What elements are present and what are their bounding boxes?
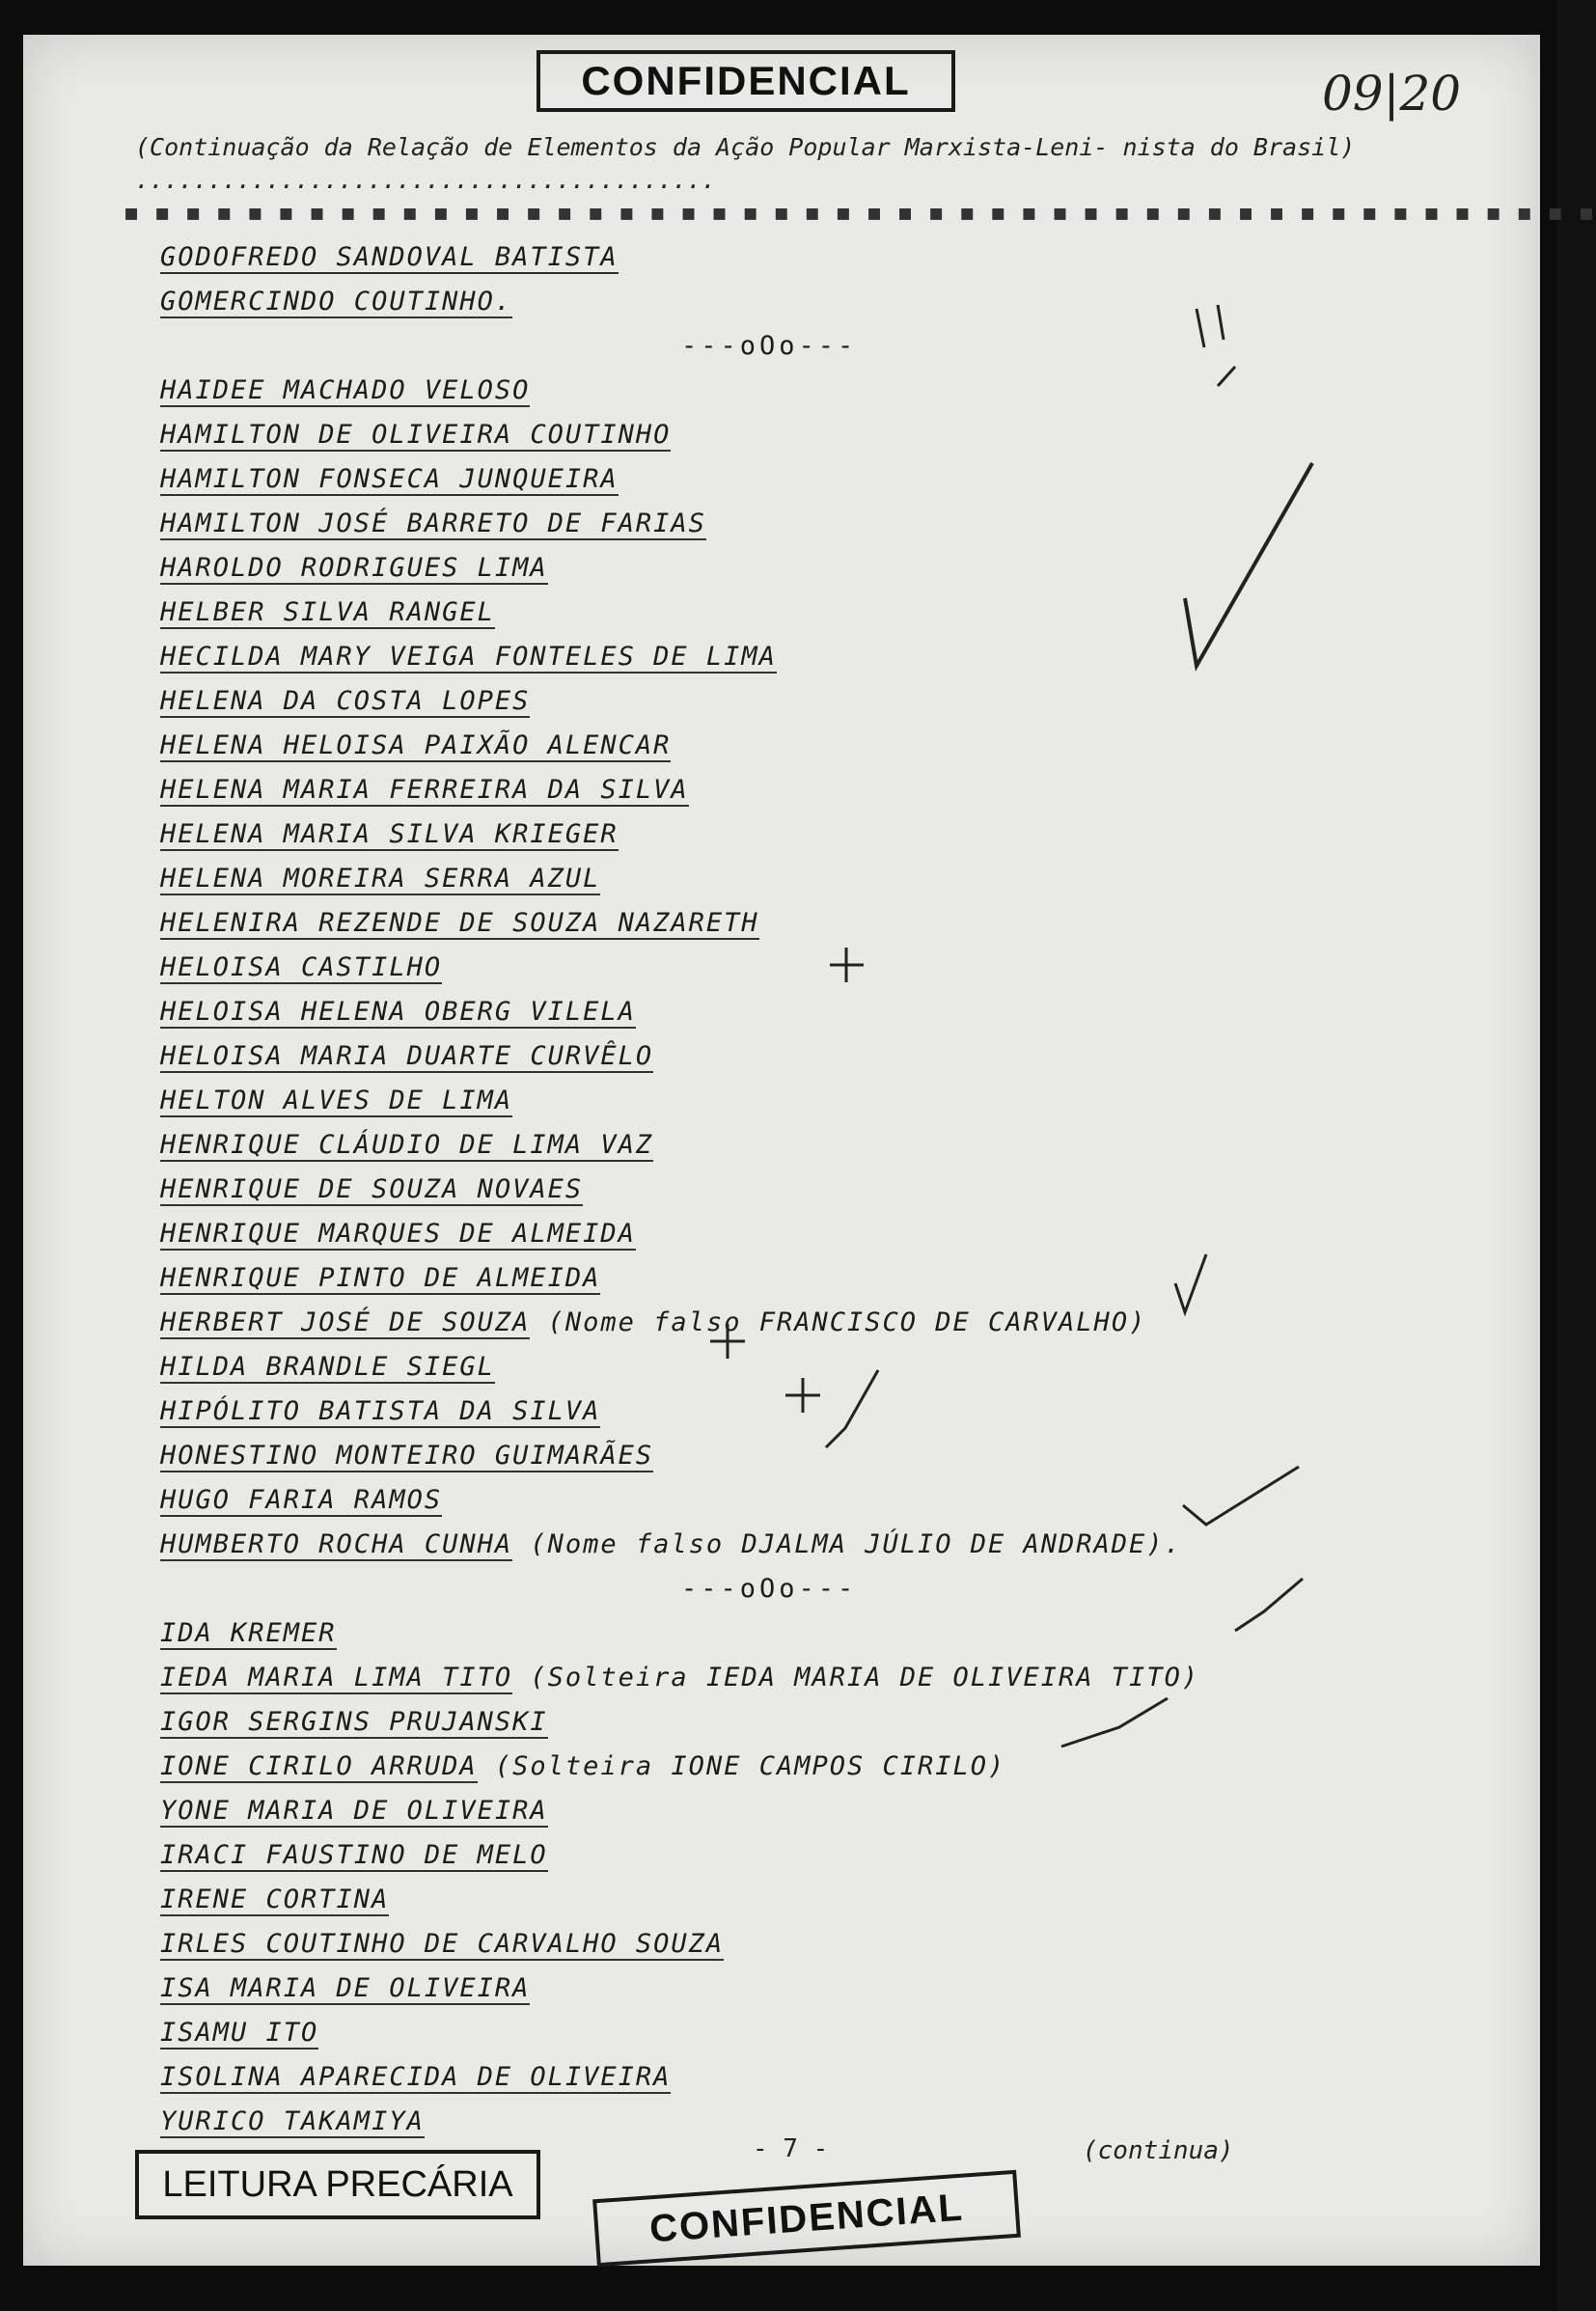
- intro-text: (Continuação da Relação de Elementos da Ação Popular Marxista-Leni- nista do Brasil) ........................................: [135, 133, 1356, 194]
- name-entry: [160, 1301, 1415, 1345]
- name-entry: [160, 1833, 1415, 1878]
- name-entry: [160, 946, 1415, 990]
- person-name: IEDA MARIA LIMA TITO: [160, 1663, 513, 1692]
- person-name: ISA MARIA DE OLIVEIRA: [160, 1973, 531, 2003]
- person-name: HENRIQUE CLÁUDIO DE LIMA VAZ: [160, 1130, 654, 1160]
- person-name: HELOISA HELENA OBERG VILELA: [160, 997, 636, 1027]
- person-name: GODOFREDO SANDOVAL BATISTA: [160, 242, 619, 272]
- person-name: HELENIRA REZENDE DE SOUZA NAZARETH: [160, 908, 759, 938]
- person-name: HELENA MARIA SILVA KRIEGER: [160, 819, 619, 849]
- name-entry: [160, 1967, 1415, 2011]
- person-name: HUGO FARIA RAMOS: [160, 1485, 443, 1515]
- name-entry: [160, 724, 1415, 768]
- name-entry: [160, 2055, 1415, 2100]
- name-entry: [160, 1256, 1415, 1301]
- name-list: [160, 235, 1415, 2144]
- person-name: HELENA MARIA FERREIRA DA SILVA: [160, 775, 689, 805]
- person-name: HELENA MOREIRA SERRA AZUL: [160, 864, 601, 894]
- name-entry: [160, 901, 1415, 946]
- person-name: HILDA BRANDLE SIEGL: [160, 1352, 495, 1382]
- name-entry: [160, 768, 1415, 812]
- section-separator: [160, 1567, 1415, 1611]
- person-name: IRACI FAUSTINO DE MELO: [160, 1840, 548, 1870]
- name-entry: [160, 812, 1415, 857]
- person-name: HAMILTON JOSÉ BARRETO DE FARIAS: [160, 509, 706, 538]
- page-number: - 7 -: [753, 2134, 829, 2163]
- person-name: HENRIQUE MARQUES DE ALMEIDA: [160, 1219, 636, 1249]
- name-entry: [160, 546, 1415, 591]
- person-name: HAMILTON FONSECA JUNQUEIRA: [160, 464, 619, 494]
- person-name: GOMERCINDO COUTINHO.: [160, 287, 513, 316]
- name-entry: [160, 1878, 1415, 1922]
- person-name: YONE MARIA DE OLIVEIRA: [160, 1796, 548, 1826]
- name-entry: [160, 1168, 1415, 1212]
- name-entry: [160, 1123, 1415, 1168]
- person-name: HELENA HELOISA PAIXÃO ALENCAR: [160, 730, 672, 760]
- alias-note: (Nome falso FRANCISCO DE CARVALHO): [547, 1307, 1147, 1337]
- person-name: HIPÓLITO BATISTA DA SILVA: [160, 1396, 601, 1426]
- person-name: HELOISA MARIA DUARTE CURVÊLO: [160, 1041, 654, 1071]
- person-name: HELBER SILVA RANGEL: [160, 597, 495, 627]
- person-name: HECILDA MARY VEIGA FONTELES DE LIMA: [160, 642, 777, 672]
- name-entry: [160, 1478, 1415, 1523]
- name-entry: [160, 1700, 1415, 1745]
- name-entry: [160, 857, 1415, 901]
- person-name: IRENE CORTINA: [160, 1885, 390, 1914]
- confidential-stamp-top: CONFIDENCIAL: [537, 50, 955, 112]
- name-entry: [160, 1212, 1415, 1256]
- name-entry: [160, 1345, 1415, 1389]
- name-entry: [160, 1611, 1415, 1656]
- separator-text: ---oOo---: [681, 331, 858, 361]
- person-name: HENRIQUE PINTO DE ALMEIDA: [160, 1263, 601, 1293]
- name-entry: [160, 1434, 1415, 1478]
- name-entry: [160, 1389, 1415, 1434]
- person-name: ISAMU ITO: [160, 2018, 319, 2048]
- person-name: IGOR SERGINS PRUJANSKI: [160, 1707, 548, 1737]
- person-name: HONESTINO MONTEIRO GUIMARÃES: [160, 1441, 654, 1471]
- person-name: IRLES COUTINHO DE CARVALHO SOUZA: [160, 1929, 725, 1959]
- person-name: HELOISA CASTILHO: [160, 952, 443, 982]
- person-name: HAMILTON DE OLIVEIRA COUTINHO: [160, 420, 672, 450]
- separator-dots: ■ ■ ■ ■ ■ ■ ■ ■ ■ ■ ■ ■ ■ ■ ■ ■ ■ ■ ■ ■ ■ ■ ■ ■ ■ ■ ■ ■ ■ ■ ■ ■ ■ ■ ■ ■ ■ ■ ■ ■ ■ ■ ■ ■ ■ ■ ■ ■: [125, 201, 1596, 224]
- poor-reading-stamp: LEITURA PRECÁRIA: [135, 2150, 540, 2219]
- person-name: HAROLDO RODRIGUES LIMA: [160, 553, 548, 583]
- alias-note: (Solteira IEDA MARIA DE OLIVEIRA TITO): [530, 1663, 1200, 1692]
- name-entry: [160, 1922, 1415, 1967]
- person-name: HERBERT JOSÉ DE SOUZA: [160, 1307, 531, 1337]
- name-entry: [160, 990, 1415, 1034]
- name-entry: [160, 591, 1415, 635]
- name-entry: [160, 679, 1415, 724]
- name-entry: [160, 1745, 1415, 1789]
- confidential-stamp-bottom: CONFIDENCIAL: [592, 2170, 1021, 2268]
- name-entry: [160, 280, 1415, 324]
- person-name: HELENA DA COSTA LOPES: [160, 686, 531, 716]
- name-entry: [160, 457, 1415, 502]
- person-name: HENRIQUE DE SOUZA NOVAES: [160, 1174, 584, 1204]
- name-entry: [160, 2011, 1415, 2055]
- name-entry: [160, 369, 1415, 413]
- person-name: YURICO TAKAMIYA: [160, 2106, 425, 2136]
- person-name: HELTON ALVES DE LIMA: [160, 1086, 513, 1115]
- person-name: IONE CIRILO ARRUDA: [160, 1751, 478, 1781]
- alias-note: (Nome falso DJALMA JÚLIO DE ANDRADE).: [530, 1529, 1182, 1559]
- name-entry: [160, 1656, 1415, 1700]
- document-number: 09|20: [1322, 66, 1462, 122]
- section-separator: [160, 324, 1415, 369]
- name-entry: [160, 235, 1415, 280]
- person-name: ISOLINA APARECIDA DE OLIVEIRA: [160, 2062, 672, 2092]
- person-name: IDA KREMER: [160, 1618, 337, 1648]
- alias-note: (Solteira IONE CAMPOS CIRILO): [494, 1751, 1006, 1781]
- name-entry: [160, 1523, 1415, 1567]
- name-entry: [160, 1034, 1415, 1079]
- person-name: HAIDEE MACHADO VELOSO: [160, 375, 531, 405]
- continues-label: (continua): [1083, 2136, 1234, 2165]
- name-entry: [160, 635, 1415, 679]
- person-name: HUMBERTO ROCHA CUNHA: [160, 1529, 513, 1559]
- name-entry: [160, 413, 1415, 457]
- name-entry: [160, 502, 1415, 546]
- name-entry: [160, 1789, 1415, 1833]
- name-entry: [160, 1079, 1415, 1123]
- separator-text: ---oOo---: [681, 1574, 858, 1604]
